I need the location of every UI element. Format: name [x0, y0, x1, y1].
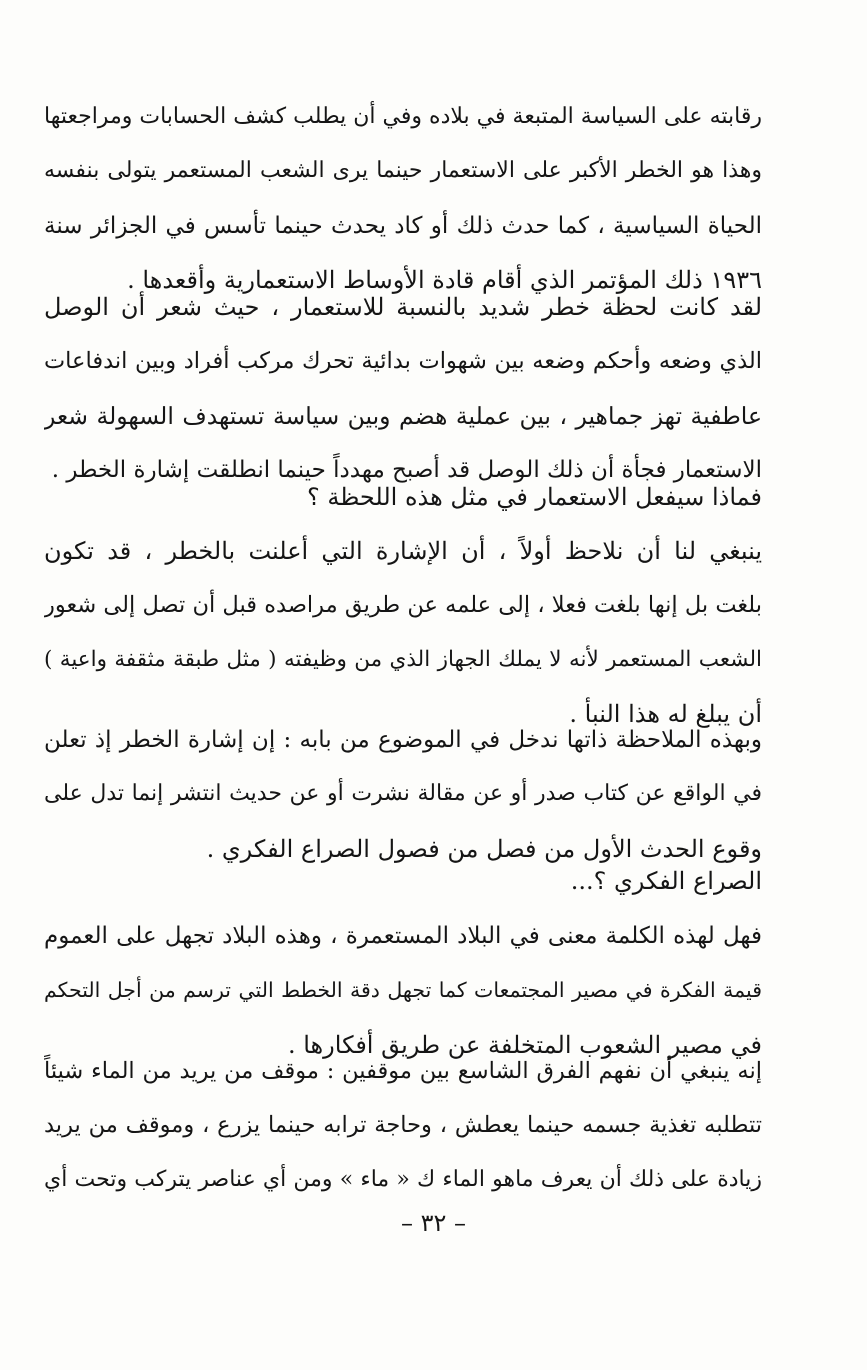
text-line: الصراع الفكري ؟...	[570, 867, 762, 895]
text-line: بلغت بل إنها بلغت فعلا ، إلى علمه عن طريق مراصده قبل أن تصل إلى شعور	[44, 592, 762, 619]
text-line: الحياة السياسية ، كما حدث ذلك أو كاد يحدث حينما تأسس في الجزائر سنة	[44, 212, 762, 239]
paragraph-4	[44, 524, 762, 741]
page-number: – ٣٢ –	[400, 1209, 467, 1237]
paragraph-5	[44, 713, 762, 876]
text-line: فماذا سيفعل الاستعمار في مثل هذه اللحظة ؟	[306, 483, 762, 511]
text-line: فهل لهذه الكلمة معنى في البلاد المستعمرة ، وهذه البلاد تجهل على العموم	[44, 923, 762, 949]
text-line: أن يبلغ له هذا النبأ .	[569, 699, 762, 728]
paragraph-1	[44, 90, 762, 307]
text-line: رقابته على السياسة المتبعة في بلاده وفي أن يطلب كشف الحسابات ومراجعتها	[44, 104, 762, 129]
text-line: الذي وضعه وأحكم وضعه بين شهوات بدائية تحرك مركب أفراد وبين اندفاعات	[44, 348, 762, 375]
text-line: عاطفية تهز جماهير ، بين عملية هضم وبين سياسة تستهدف السهولة شعر	[44, 401, 762, 430]
text-line: الاستعمار فجأة أن ذلك الوصل قد أصبح مهدداً حينما انطلقت إشارة الخطر .	[51, 456, 762, 483]
paragraph-8	[44, 1044, 762, 1207]
text-line: وهذا هو الخطر الأكبر على الاستعمار حينما يرى الشعب المستعمر يتولى بنفسه	[44, 158, 762, 184]
paragraph-6	[44, 854, 762, 908]
text-line: في الواقع عن كتاب صدر أو عن مقالة نشرت أو عن حديث انتشر إنما تدل على	[44, 781, 762, 807]
text-line: في مصير الشعوب المتخلفة عن طريق أفكارها .	[287, 1030, 762, 1059]
text-line: تتطلبه تغذية جسمه حينما يعطش ، وحاجة ترابه حينما يزرع ، وموقف من يريد	[44, 1112, 762, 1139]
text-line: إنه ينبغي أن نفهم الفرق الشاسع بين موقفين : موقف من يريد من الماء شيئاً	[44, 1058, 762, 1084]
text-line: وقوع الحدث الأول من فصل من فصول الصراع الفكري .	[206, 834, 762, 863]
text-line: وبهذه الملاحظة ذاتها ندخل في الموضوع من بابه : إن إشارة الخطر إذ تعلن	[44, 727, 762, 753]
text-line: ١٩٣٦ ذلك المؤتمر الذي أقام قادة الأوساط الاستعمارية وأقعدها .	[127, 265, 762, 294]
text-line: زيادة على ذلك أن يعرف ماهو الماء ك « ماء » ومن أي عناصر يتركب وتحت أي	[44, 1166, 762, 1192]
paragraph-2	[44, 280, 762, 497]
text-line: لقد كانت لحظة خطر شديد بالنسبة للاستعمار ، حيث شعر أن الوصل	[44, 293, 762, 321]
text-line: قيمة الفكرة في مصير المجتمعات كما تجهل دقة الخطط التي ترسم من أجل التحكم	[44, 978, 762, 1003]
text-line: الشعب المستعمر لأنه لا يملك الجهاز الذي من وظيفته ( مثل طبقة مثقفة واعية )	[44, 646, 762, 672]
text-line: ينبغي لنا أن نلاحظ أولاً ، أن الإشارة التي أعلنت بالخطر ، قد تكون	[44, 537, 762, 565]
paragraph-3	[44, 470, 762, 524]
